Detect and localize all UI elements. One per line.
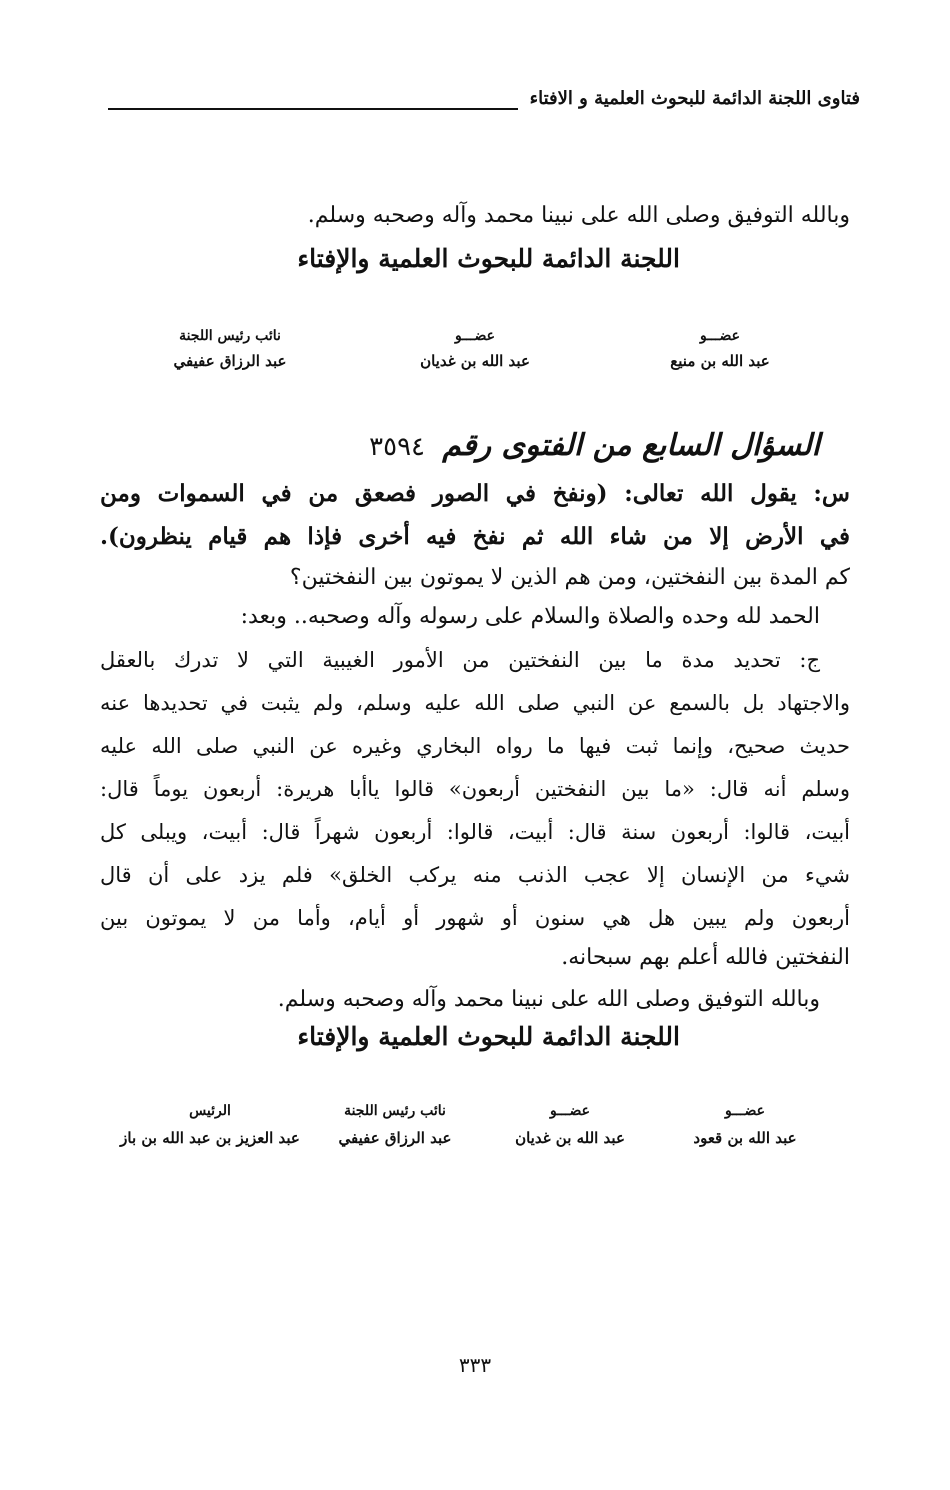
- signatory-1: [660, 328, 780, 370]
- signatory-4: [110, 1103, 310, 1147]
- signatory-3: [325, 1103, 465, 1147]
- answer-line-3: حديث صحيح، وإنما ثبت فيها ما رواه البخاري وغيره عن النبي صلى الله عليه: [100, 734, 850, 758]
- signatory-name: عبد العزيز بن عبد الله بن باز: [120, 1129, 300, 1147]
- signatory-name: عبد الله بن قعود: [693, 1129, 797, 1147]
- answer-line-7: أربعون ولم يبين هل هي سنون أو شهور أو أيام، وأما من لا يموتون بين: [100, 906, 850, 930]
- verse-line-1: س: يقول الله تعالى: (ونفخ في الصور فصعق من في السموات ومن: [100, 480, 850, 507]
- signatory-2: [405, 328, 545, 370]
- signatory-name: عبد الرزاق عفيفي: [338, 1129, 452, 1147]
- header-rule: [108, 108, 518, 110]
- signatory-role: عضـــو: [699, 328, 741, 344]
- signatory-name: عبد الرزاق عفيفي: [173, 352, 287, 370]
- page-number: ٣٣٣: [458, 1353, 492, 1377]
- signatory-role: نائب رئيس اللجنة: [344, 1103, 446, 1119]
- running-header-title: فتاوى اللجنة الدائمة للبحوث العلمية و الافتاء: [529, 88, 860, 109]
- praise-line: الحمد لله وحده والصلاة والسلام على رسوله وآله وصحبه.. وبعد:: [240, 604, 820, 629]
- closing-line: وبالله التوفيق وصلى الله على نبينا محمد وآله وصحبه وسلم.: [277, 987, 820, 1012]
- answer-line-6: شيء من الإنسان إلا عجب الذنب منه يركب الخلق» فلم يزد على أن قال: [100, 863, 850, 887]
- closing-line: وبالله التوفيق وصلى الله على نبينا محمد وآله وصحبه وسلم.: [307, 203, 850, 228]
- answer-line-1: ج: تحديد مدة ما بين النفختين من الأمور الغيبية التي لا تدرك بالعقل: [100, 648, 820, 672]
- fatwa-number: ٣٥٩٤: [369, 432, 425, 462]
- signatory-role: الرئيس: [189, 1103, 231, 1119]
- verse-line-2: في الأرض إلا من شاء الله ثم نفخ فيه أخرى فإذا هم قيام ينظرون).: [100, 523, 850, 550]
- answer-line-4: وسلم أنه قال: «ما بين النفختين أربعون» قالوا ياأبا هريرة: أربعون يوماً قال:: [100, 777, 850, 801]
- answer-line-5: أبيت، قالوا: أربعون سنة قال: أبيت، قالوا: أربعون شهراً قال: أبيت، ويبلى كل: [100, 820, 850, 844]
- signatory-2: [505, 1103, 635, 1147]
- question-line: كم المدة بين النفختين، ومن هم الذين لا يموتون بين النفختين؟: [289, 565, 850, 590]
- answer-line-2: والاجتهاد بل بالسمع عن النبي صلى الله عليه وسلم، ولم يثبت في تحديدها عنه: [100, 691, 850, 715]
- signatory-name: عبد الله بن منيع: [670, 352, 770, 370]
- signatory-role: عضـــو: [724, 1103, 766, 1119]
- question-title: السؤال السابع من الفتوى رقم: [442, 428, 820, 463]
- signatory-1: [680, 1103, 810, 1147]
- signatory-name: عبد الله بن غديان: [420, 352, 530, 370]
- signatory-role: عضـــو: [549, 1103, 591, 1119]
- signatory-3: [165, 328, 295, 370]
- signatory-role: عضـــو: [454, 328, 496, 344]
- signatory-role: نائب رئيس اللجنة: [179, 328, 281, 344]
- committee-name: اللجنة الدائمة للبحوث العلمية والإفتاء: [297, 244, 680, 273]
- signatory-name: عبد الله بن غديان: [515, 1129, 625, 1147]
- committee-name: اللجنة الدائمة للبحوث العلمية والإفتاء: [297, 1022, 680, 1051]
- answer-line-8: النفختين فالله أعلم بهم سبحانه.: [561, 945, 850, 970]
